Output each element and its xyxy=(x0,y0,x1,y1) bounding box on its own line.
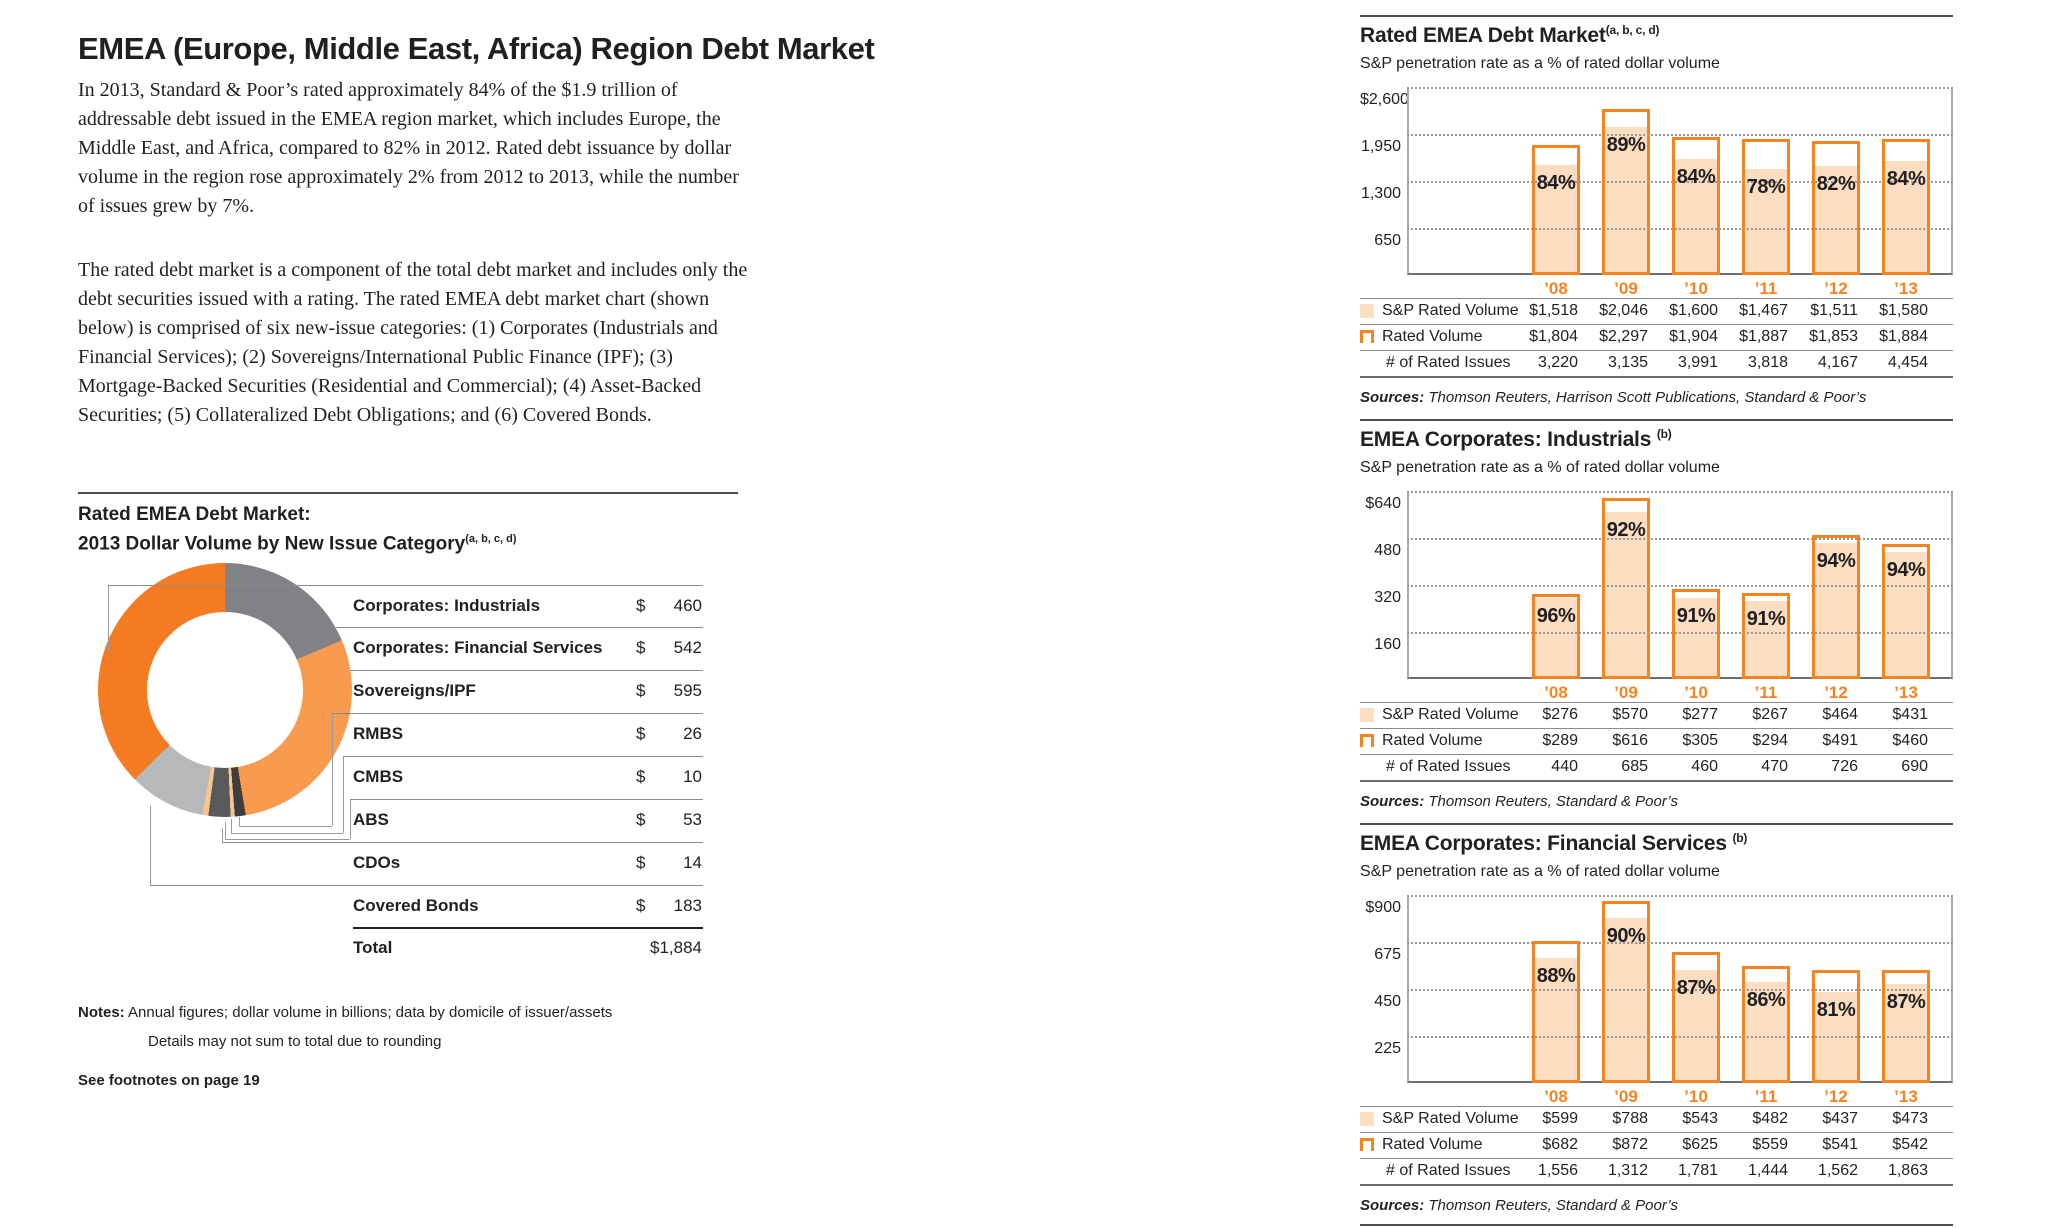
sources-line: Sources: Thomson Reuters, Standard & Poor’s xyxy=(1360,1197,1678,1214)
table-cell-value: $2,297 xyxy=(1599,328,1648,345)
category-label: CMBS xyxy=(353,767,404,786)
legend-swatch-sp-rated-volume xyxy=(1360,1112,1374,1126)
table-cell-value: 685 xyxy=(1621,758,1648,775)
table-cell-value: $2,046 xyxy=(1599,302,1648,319)
table-row xyxy=(353,799,703,841)
bar-percent-label: 92% xyxy=(1606,518,1646,541)
table-row xyxy=(1360,728,1953,754)
category-value: 595 xyxy=(673,681,702,700)
section-emea-corporates-financial-services xyxy=(1360,823,1953,1227)
total-value: $1,884 xyxy=(650,938,702,957)
table-cell-value: $1,467 xyxy=(1739,302,1788,319)
table-cell-value: $289 xyxy=(1542,732,1578,749)
table-cell-value: $1,511 xyxy=(1810,302,1858,319)
table-row-label: Rated Volume xyxy=(1382,732,1483,749)
category-value: 14 xyxy=(683,853,702,872)
table-cell-value: $1,580 xyxy=(1879,302,1928,319)
bar-chart xyxy=(1360,823,1953,1083)
table-cell-value: 440 xyxy=(1551,758,1578,775)
dollar-sign: $ xyxy=(636,638,646,657)
table-cell-value: $1,884 xyxy=(1879,328,1928,345)
chart-data-table xyxy=(1360,1106,1953,1184)
y-axis-tick-label: $2,600 xyxy=(1360,91,1409,108)
category-label: CDOs xyxy=(353,853,401,872)
donut-title-line1: Rated EMEA Debt Market: xyxy=(78,504,311,525)
grid-line xyxy=(1407,895,1953,897)
table-cell-value: $1,600 xyxy=(1669,302,1718,319)
table-row-label: Rated Volume xyxy=(1382,328,1483,345)
x-axis-year-label: ’08 xyxy=(1544,1087,1568,1106)
table-cell-value: 460 xyxy=(1691,758,1718,775)
x-axis-year-label: ’13 xyxy=(1894,683,1918,702)
dollar-sign: $ xyxy=(636,724,646,743)
bar-rated-outline xyxy=(1882,139,1930,275)
x-axis-year-label: ’12 xyxy=(1824,279,1848,298)
grid-line xyxy=(1407,942,1953,944)
bar-rated-outline xyxy=(1742,593,1790,679)
table-cell-value: $542 xyxy=(1892,1136,1928,1153)
table-row xyxy=(353,585,703,627)
chart-footnote-marker: (b) xyxy=(1732,831,1748,845)
table-row xyxy=(353,885,703,927)
table-cell-value: 470 xyxy=(1761,758,1788,775)
legend-swatch-rated-volume xyxy=(1360,330,1374,343)
table-row-label: # of Rated Issues xyxy=(1386,758,1511,775)
table-row-label: # of Rated Issues xyxy=(1386,354,1511,371)
table-cell-value: $872 xyxy=(1612,1136,1648,1153)
table-cell-value: $616 xyxy=(1612,732,1648,749)
leader-line xyxy=(225,839,350,840)
table-row-label: Rated Volume xyxy=(1382,1136,1483,1153)
table-row xyxy=(353,670,703,712)
table-row xyxy=(1360,1132,1953,1158)
bar-percent-label: 84% xyxy=(1536,172,1576,195)
bar-rated-outline xyxy=(1812,970,1860,1083)
grid-line xyxy=(1407,585,1953,587)
y-axis-tick-label: 160 xyxy=(1374,636,1401,653)
table-cell-value: $277 xyxy=(1682,706,1718,723)
table-cell-value: $559 xyxy=(1752,1136,1788,1153)
leader-line xyxy=(231,833,343,834)
table-cell-value: 1,863 xyxy=(1887,1162,1928,1179)
dollar-sign: $ xyxy=(636,767,646,786)
category-label: Sovereigns/IPF xyxy=(353,681,476,700)
table-row xyxy=(1360,324,1953,350)
table-cell-value: $491 xyxy=(1822,732,1858,749)
table-row xyxy=(353,713,703,755)
intro-paragraph: In 2013, Standard & Poor’s rated approximately 84% of the $1.9 trillion of addressable debt issued in the EMEA region market, which includes Europe, the Middle East, and Africa, compared to 82% in 2012. Rated debt issuance by dollar volume in the region rose approximately 2% from 2012 to 2013, while the number of issues grew by 7%. xyxy=(78,79,739,217)
table-row-label: S&P Rated Volume xyxy=(1382,302,1519,319)
x-axis-year-label: ’11 xyxy=(1754,1087,1778,1106)
donut-title-line2: 2013 Dollar Volume by New Issue Category xyxy=(78,533,466,555)
table-row xyxy=(1360,1158,1953,1184)
x-axis-year-label: ’12 xyxy=(1824,683,1848,702)
bar-percent-label: 89% xyxy=(1606,134,1646,157)
grid-line xyxy=(1407,538,1953,540)
bar-rated-outline xyxy=(1742,966,1790,1083)
x-axis-year-label: ’08 xyxy=(1544,683,1568,702)
table-cell-value: 1,444 xyxy=(1747,1162,1788,1179)
x-axis-year-label: ’13 xyxy=(1894,1087,1918,1106)
bar-percent-label: 84% xyxy=(1886,167,1926,190)
table-cell-value: 3,818 xyxy=(1747,354,1788,371)
page-title: EMEA (Europe, Middle East, Africa) Region Debt Market xyxy=(78,30,875,66)
legend-swatch-sp-rated-volume xyxy=(1360,708,1374,722)
table-cell-value: $570 xyxy=(1612,706,1648,723)
donut-chart-title xyxy=(78,502,517,556)
x-axis-year-label: ’09 xyxy=(1614,683,1638,702)
table-row xyxy=(1360,702,1953,728)
table-cell-value: 4,167 xyxy=(1817,354,1858,371)
dollar-sign: $ xyxy=(636,853,646,872)
table-cell-value: $1,887 xyxy=(1739,328,1788,345)
leader-line xyxy=(231,819,232,833)
table-cell-value: $431 xyxy=(1892,706,1928,723)
y-axis-tick-label: 650 xyxy=(1374,232,1401,249)
table-cell-value: 1,556 xyxy=(1537,1162,1578,1179)
table-cell-value: $599 xyxy=(1542,1110,1578,1127)
bar-chart xyxy=(1360,419,1953,679)
category-value: 183 xyxy=(673,896,702,915)
table-cell-value: $541 xyxy=(1822,1136,1858,1153)
table-row xyxy=(1360,298,1953,324)
bar-chart xyxy=(1360,15,1953,275)
donut-hole xyxy=(147,612,303,768)
bar-percent-label: 94% xyxy=(1816,549,1856,572)
table-cell-value: $682 xyxy=(1542,1136,1578,1153)
chart-footnote-marker: (b) xyxy=(1656,427,1672,441)
table-cell-value: $788 xyxy=(1612,1110,1648,1127)
chart-title: Rated EMEA Debt Market$^{(a, b, c, d)}$ xyxy=(1360,23,1660,47)
notes-line1: Notes: Annual figures; dollar volume in billions; data by domicile of issuer/assets xyxy=(78,1004,613,1021)
x-axis-year-label: ’10 xyxy=(1684,1087,1708,1106)
table-row-rule xyxy=(1360,376,1953,378)
category-label: Covered Bonds xyxy=(353,896,479,915)
y-axis-tick-label: 450 xyxy=(1374,993,1401,1010)
bar-percent-label: 78% xyxy=(1746,175,1786,198)
total-label: Total xyxy=(353,938,393,957)
footnote-reference: See footnotes on page 19 xyxy=(78,1072,260,1089)
category-label: ABS xyxy=(353,810,389,829)
table-row-label: S&P Rated Volume xyxy=(1382,706,1519,723)
table-cell-value: $482 xyxy=(1752,1110,1788,1127)
table-cell-value: $267 xyxy=(1752,706,1788,723)
notes-label: Notes: xyxy=(78,1004,125,1021)
section-emea-corporates-industrials xyxy=(1360,419,1953,823)
category-label: Corporates: Financial Services xyxy=(353,638,603,657)
category-value: 460 xyxy=(673,596,702,615)
chart-footnote-marker: (a, b, c, d) xyxy=(1605,23,1660,37)
chart-subtitle: S&P penetration rate as a % of rated dollar volume xyxy=(1360,863,1720,880)
leader-line xyxy=(150,806,151,885)
y-axis-tick-label: 1,300 xyxy=(1360,185,1401,202)
table-cell-value: 726 xyxy=(1831,758,1858,775)
table-cell-value: $437 xyxy=(1822,1110,1858,1127)
bar-percent-label: 81% xyxy=(1816,998,1856,1021)
table-row xyxy=(353,842,703,884)
table-cell-value: $543 xyxy=(1682,1110,1718,1127)
bar-percent-label: 96% xyxy=(1536,604,1576,627)
donut-figure xyxy=(78,492,738,972)
bar-rated-outline xyxy=(1742,139,1790,275)
dollar-sign: $ xyxy=(636,810,646,829)
leader-line xyxy=(239,826,332,827)
bar-rated-outline xyxy=(1672,137,1720,275)
x-axis-year-label: ’11 xyxy=(1754,683,1778,702)
legend-swatch-sp-rated-volume xyxy=(1360,304,1374,318)
leader-line xyxy=(222,828,223,842)
y-axis-tick-label: $900 xyxy=(1365,899,1401,916)
donut-footnote-marker: (a, b, c, d) xyxy=(465,533,517,545)
leader-line xyxy=(350,799,351,839)
chart-subtitle: S&P penetration rate as a % of rated dollar volume xyxy=(1360,55,1720,72)
bar-percent-label: 88% xyxy=(1536,964,1576,987)
table-cell-value: 690 xyxy=(1901,758,1928,775)
y-axis-tick-label: 1,950 xyxy=(1360,138,1401,155)
sources-line: Sources: Thomson Reuters, Harrison Scott Publications, Standard & Poor’s xyxy=(1360,389,1867,406)
category-value: 10 xyxy=(683,767,702,786)
x-axis-year-label: ’09 xyxy=(1614,279,1638,298)
table-cell-value: 1,781 xyxy=(1677,1162,1718,1179)
bar-percent-label: 90% xyxy=(1606,925,1646,948)
x-axis-year-label: ’09 xyxy=(1614,1087,1638,1106)
bar-percent-label: 91% xyxy=(1746,607,1786,630)
leader-line xyxy=(225,822,226,839)
x-axis-year-label: ’10 xyxy=(1684,683,1708,702)
chart-subtitle: S&P penetration rate as a % of rated dollar volume xyxy=(1360,459,1720,476)
dollar-sign: $ xyxy=(636,596,646,615)
bar-percent-label: 87% xyxy=(1886,991,1926,1014)
table-row xyxy=(353,627,703,669)
table-cell-value: $473 xyxy=(1892,1110,1928,1127)
table-row xyxy=(1360,350,1953,376)
chart-data-table xyxy=(1360,298,1953,376)
table-cell-value: 1,312 xyxy=(1607,1162,1648,1179)
table-row xyxy=(1360,754,1953,780)
legend-swatch-rated-volume xyxy=(1360,734,1374,747)
total-row xyxy=(353,927,703,969)
table-cell-value: $276 xyxy=(1542,706,1578,723)
notes-line2: Details may not sum to total due to rounding xyxy=(148,1033,442,1050)
bar-percent-label: 91% xyxy=(1676,604,1716,627)
category-label: Corporates: Industrials xyxy=(353,596,541,615)
table-cell-value: $305 xyxy=(1682,732,1718,749)
y-axis-tick-label: 320 xyxy=(1374,589,1401,606)
table-cell-value: 3,991 xyxy=(1677,354,1718,371)
legend-swatch-rated-volume xyxy=(1360,1138,1374,1151)
y-axis-tick-label: $640 xyxy=(1365,495,1401,512)
grid-line xyxy=(1407,134,1953,136)
bar-rated-outline xyxy=(1532,145,1580,275)
grid-line xyxy=(1407,491,1953,493)
bar-rated-outline xyxy=(1672,589,1720,679)
category-value: 53 xyxy=(683,810,702,829)
bar-rated-outline xyxy=(1532,941,1580,1083)
leader-line xyxy=(239,817,240,826)
table-cell-value: $625 xyxy=(1682,1136,1718,1153)
table-cell-value: 4,454 xyxy=(1887,354,1928,371)
bar-percent-label: 86% xyxy=(1746,989,1786,1012)
page-bottom-rule xyxy=(1360,1224,1953,1226)
leader-line xyxy=(332,713,333,826)
table-row xyxy=(1360,1106,1953,1132)
category-value: 26 xyxy=(683,724,702,743)
table-cell-value: $1,904 xyxy=(1669,328,1718,345)
bar-rated-outline xyxy=(1812,141,1860,275)
chart-title: EMEA Corporates: Industrials $^{(b)}$ xyxy=(1360,427,1672,451)
table-row-rule xyxy=(1360,1184,1953,1186)
dollar-sign: $ xyxy=(636,896,646,915)
table-cell-value: $294 xyxy=(1752,732,1788,749)
y-axis-tick-label: 480 xyxy=(1374,542,1401,559)
bar-percent-label: 87% xyxy=(1676,976,1716,999)
table-row-label: # of Rated Issues xyxy=(1386,1162,1511,1179)
table-row-rule xyxy=(1360,780,1953,782)
category-value: 542 xyxy=(673,638,702,657)
x-axis-year-label: ’12 xyxy=(1824,1087,1848,1106)
sources-line: Sources: Thomson Reuters, Standard & Poor’s xyxy=(1360,793,1678,810)
x-axis-year-label: ’11 xyxy=(1754,279,1778,298)
description-paragraph: The rated debt market is a component of the total debt market and includes only the debt securities issued with a rating. The rated EMEA debt market chart (shown below) is comprised of six new-issue categories: (1) Corporates (Industrials and Financial Services); (2) Sovereigns/International Public Finance (IPF); (3) Mortgage-Backed Securities (Residential and Commercial); (4) Asset-Backed Securities; (5) Collateralized Debt Obligations; and (6) Covered Bonds. xyxy=(78,259,748,426)
leader-line xyxy=(108,585,109,652)
table-cell-value: $460 xyxy=(1892,732,1928,749)
table-cell-value: $464 xyxy=(1822,706,1858,723)
table-cell-value: 1,562 xyxy=(1817,1162,1858,1179)
table-cell-value: $1,518 xyxy=(1529,302,1578,319)
bar-percent-label: 82% xyxy=(1816,172,1856,195)
table-row-label: S&P Rated Volume xyxy=(1382,1110,1519,1127)
x-axis-year-label: ’10 xyxy=(1684,279,1708,298)
table-cell-value: $1,853 xyxy=(1809,328,1858,345)
bar-rated-outline xyxy=(1672,952,1720,1083)
y-axis-tick-label: 225 xyxy=(1374,1040,1401,1057)
bar-percent-label: 94% xyxy=(1886,559,1926,582)
leader-line xyxy=(343,756,344,833)
bar-percent-label: 84% xyxy=(1676,166,1716,189)
grid-line xyxy=(1407,87,1953,89)
x-axis-year-label: ’08 xyxy=(1544,279,1568,298)
table-cell-value: 3,220 xyxy=(1537,354,1578,371)
table-cell-value: 3,135 xyxy=(1607,354,1648,371)
dollar-sign: $ xyxy=(636,681,646,700)
notes-block xyxy=(78,998,778,1056)
chart-data-table xyxy=(1360,702,1953,780)
y-axis-tick-label: 675 xyxy=(1374,946,1401,963)
section-rated-emea-debt-market xyxy=(1360,15,1953,419)
bar-rated-outline xyxy=(1882,970,1930,1083)
category-label: RMBS xyxy=(353,724,404,743)
table-cell-value: $1,804 xyxy=(1529,328,1578,345)
figure-top-rule xyxy=(78,492,738,494)
chart-title: EMEA Corporates: Financial Services $^{(b)}$ xyxy=(1360,831,1748,855)
x-axis-year-label: ’13 xyxy=(1894,279,1918,298)
table-row xyxy=(353,756,703,798)
